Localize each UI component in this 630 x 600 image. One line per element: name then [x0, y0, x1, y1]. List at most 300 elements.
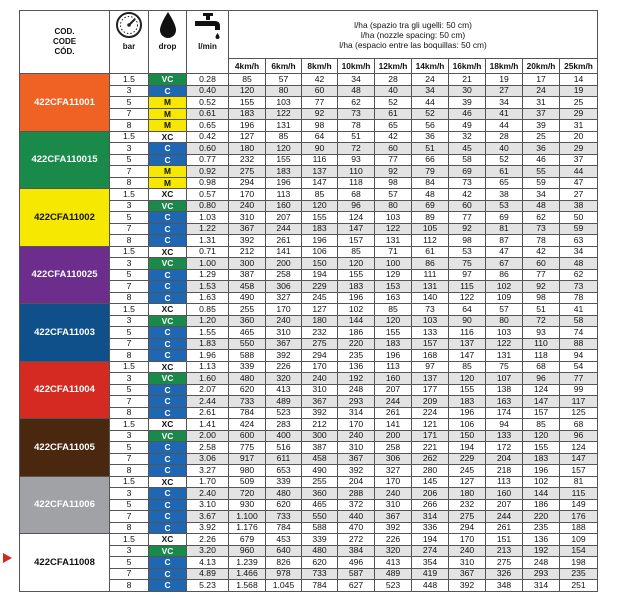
rate-cell: 465: [229, 327, 266, 339]
drop-class-badge: C: [149, 580, 187, 592]
rate-cell: 72: [523, 315, 560, 327]
rate-cell: 80: [375, 200, 412, 212]
rate-cell: 28: [375, 74, 412, 86]
rate-cell: 489: [266, 396, 302, 408]
rate-cell: 54: [560, 361, 598, 373]
rate-cell: 300: [229, 258, 266, 270]
drop-class-badge: C: [149, 327, 187, 339]
rate-cell: 261: [266, 235, 302, 247]
rate-cell: 392: [338, 465, 375, 477]
rate-cell: 85: [229, 74, 266, 86]
rate-cell: 392: [449, 580, 486, 592]
rate-cell: 196: [523, 465, 560, 477]
code-header-en: CODE: [52, 37, 77, 46]
speed-header-cell: 4km/h: [229, 59, 266, 74]
rate-cell: 294: [302, 350, 338, 362]
rate-cell: 145: [412, 476, 449, 488]
drop-class-badge: C: [149, 488, 187, 500]
rate-cell: 74: [560, 327, 598, 339]
pressure-gauge-icon: [115, 11, 143, 39]
pressure-cell: 1.5: [110, 189, 149, 201]
rate-cell: 183: [375, 338, 412, 350]
flow-cell: 1.96: [187, 350, 229, 362]
rate-cell: 733: [302, 568, 338, 580]
flow-cell: 3.06: [187, 453, 229, 465]
rate-cell: 147: [338, 223, 375, 235]
pressure-cell: 5: [110, 97, 149, 109]
rate-cell: 19: [560, 85, 598, 97]
rate-cell: 60: [449, 200, 486, 212]
model-code-cell: 422CFA11005: [20, 419, 110, 477]
flow-cell: 0.77: [187, 154, 229, 166]
flow-cell: 3.92: [187, 522, 229, 534]
rate-cell: 196: [375, 350, 412, 362]
pressure-cell: 8: [110, 407, 149, 419]
flow-cell: 1.60: [187, 373, 229, 385]
rate-cell: 180: [229, 143, 266, 155]
rate-cell: 133: [412, 327, 449, 339]
rate-cell: 61: [486, 166, 523, 178]
rate-cell: 102: [338, 304, 375, 316]
rate-cell: 550: [302, 511, 338, 523]
pressure-cell: 1.5: [110, 476, 149, 488]
rate-cell: 92: [523, 281, 560, 293]
rate-cell: 160: [266, 200, 302, 212]
rate-cell: 106: [302, 246, 338, 258]
rate-cell: 176: [560, 511, 598, 523]
rate-cell: 275: [229, 166, 266, 178]
rate-cell: 24: [523, 85, 560, 97]
speed-header-cell: 10km/h: [338, 59, 375, 74]
rate-cell: 96: [560, 430, 598, 442]
rate-cell: 960: [229, 545, 266, 557]
rate-cell: 84: [412, 177, 449, 189]
rate-cell: 384: [338, 545, 375, 557]
rate-cell: 127: [449, 476, 486, 488]
speed-header-cell: 6km/h: [266, 59, 302, 74]
rate-cell: 480: [266, 488, 302, 500]
drop-class-badge: VC: [149, 74, 187, 86]
rate-cell: 38: [560, 200, 598, 212]
rate-cell: 144: [338, 315, 375, 327]
rate-cell: 244: [486, 511, 523, 523]
pressure-cell: 1.5: [110, 304, 149, 316]
pressure-cell: 7: [110, 511, 149, 523]
rate-cell: 258: [375, 442, 412, 454]
drop-class-badge: C: [149, 338, 187, 350]
rate-cell: 97: [449, 269, 486, 281]
rate-cell: 245: [449, 465, 486, 477]
speed-header-cell: 8km/h: [302, 59, 338, 74]
rate-cell: 232: [449, 499, 486, 511]
rate-cell: 155: [266, 154, 302, 166]
rate-cell: 129: [375, 269, 412, 281]
rate-cell: 120: [523, 430, 560, 442]
rate-cell: 192: [523, 545, 560, 557]
pressure-cell: 7: [110, 281, 149, 293]
rate-cell: 458: [302, 453, 338, 465]
rate-cell: 34: [560, 246, 598, 258]
rate-cell: 106: [449, 419, 486, 431]
rate-cell: 248: [523, 557, 560, 569]
rate-cell: 258: [266, 269, 302, 281]
flow-table: [19, 10, 598, 592]
droplet-icon: [158, 11, 178, 39]
rate-cell: 490: [302, 465, 338, 477]
pressure-cell: 3: [110, 373, 149, 385]
rate-cell: 310: [229, 212, 266, 224]
speed-header-cell: 12km/h: [375, 59, 412, 74]
rate-cell: 122: [375, 223, 412, 235]
rate-cell: 448: [412, 580, 449, 592]
faucet-icon: [193, 11, 223, 39]
rate-cell: 360: [229, 315, 266, 327]
rate-cell: 77: [302, 97, 338, 109]
rate-cell: 917: [229, 453, 266, 465]
rate-cell: 122: [266, 108, 302, 120]
table-row: [20, 246, 598, 258]
rate-cell: 163: [375, 292, 412, 304]
rate-cell: 194: [412, 534, 449, 546]
rate-cell: 209: [412, 396, 449, 408]
rate-cell: 251: [560, 580, 598, 592]
drop-class-badge: VC: [149, 200, 187, 212]
rate-cell: 310: [302, 384, 338, 396]
rate-cell: 194: [302, 269, 338, 281]
pressure-cell: 5: [110, 327, 149, 339]
rate-cell: 48: [338, 85, 375, 97]
flow-cell: 2.58: [187, 442, 229, 454]
rate-cell: 314: [523, 580, 560, 592]
flow-cell: 0.40: [187, 85, 229, 97]
rate-cell: 71: [375, 246, 412, 258]
pressure-cell: 5: [110, 442, 149, 454]
rate-cell: 240: [302, 373, 338, 385]
table-row: [20, 304, 598, 316]
rate-cell: 244: [375, 396, 412, 408]
rate-cell: 653: [266, 465, 302, 477]
rate-cell: 103: [375, 212, 412, 224]
rate-cell: 102: [523, 476, 560, 488]
rate-cell: 196: [302, 235, 338, 247]
pressure-cell: 8: [110, 235, 149, 247]
rate-cell: 229: [449, 453, 486, 465]
rate-cell: 73: [338, 108, 375, 120]
rate-cell: 155: [302, 212, 338, 224]
model-code-cell: 422CFA11008: [20, 534, 110, 592]
rate-cell: 131: [375, 235, 412, 247]
rate-cell: 326: [486, 568, 523, 580]
rate-cell: 288: [338, 488, 375, 500]
rate-cell: 103: [486, 327, 523, 339]
pressure-cell: 3: [110, 258, 149, 270]
rate-cell: 170: [338, 419, 375, 431]
rate-cell: 611: [266, 453, 302, 465]
flow-cell: 3.27: [187, 465, 229, 477]
rate-cell: 57: [486, 304, 523, 316]
rate-cell: 136: [523, 534, 560, 546]
rate-cell: 413: [375, 557, 412, 569]
rate-cell: 115: [560, 488, 598, 500]
rate-cell: 138: [486, 384, 523, 396]
flow-cell: 1.22: [187, 223, 229, 235]
rate-cell: 509: [229, 476, 266, 488]
drop-class-badge: C: [149, 557, 187, 569]
rate-cell: 980: [229, 465, 266, 477]
drop-class-badge: XC: [149, 476, 187, 488]
rate-cell: 283: [266, 419, 302, 431]
rate-cell: 37: [523, 108, 560, 120]
drop-class-badge: C: [149, 465, 187, 477]
rate-cell: 294: [229, 177, 266, 189]
rate-cell: 280: [412, 465, 449, 477]
rate-cell: 25: [560, 97, 598, 109]
rate-cell: 204: [486, 453, 523, 465]
code-header: [20, 11, 110, 74]
rate-cell: 75: [486, 361, 523, 373]
rate-cell: 100: [375, 258, 412, 270]
rate-cell: 60: [523, 258, 560, 270]
rate-cell: 65: [375, 120, 412, 132]
rate-cell: 679: [229, 534, 266, 546]
rate-cell: 183: [229, 108, 266, 120]
rate-cell: 186: [523, 499, 560, 511]
rate-cell: 183: [523, 453, 560, 465]
pressure-cell: 1.5: [110, 534, 149, 546]
flow-label: l/min: [198, 41, 217, 51]
flow-cell: 1.53: [187, 281, 229, 293]
table-row: [20, 419, 598, 431]
rate-cell: 262: [412, 453, 449, 465]
rate-cell: 34: [486, 97, 523, 109]
rate-cell: 372: [338, 499, 375, 511]
pressure-cell: 8: [110, 120, 149, 132]
rate-cell: 78: [523, 235, 560, 247]
drop-class-badge: XC: [149, 246, 187, 258]
rate-cell: 367: [266, 338, 302, 350]
rate-cell: 310: [449, 557, 486, 569]
rate-cell: 50: [560, 212, 598, 224]
rate-cell: 55: [523, 166, 560, 178]
rate-cell: 261: [375, 407, 412, 419]
flow-cell: 1.29: [187, 269, 229, 281]
rate-cell: 51: [523, 304, 560, 316]
rate-cell: 147: [523, 396, 560, 408]
rate-cell: 94: [486, 419, 523, 431]
rate-cell: 627: [338, 580, 375, 592]
rate-cell: 978: [266, 568, 302, 580]
rate-cell: 336: [412, 522, 449, 534]
rate-cell: 77: [560, 373, 598, 385]
rate-cell: 131: [486, 350, 523, 362]
rate-cell: 206: [412, 488, 449, 500]
rate-cell: 90: [449, 315, 486, 327]
rate-cell: 155: [523, 442, 560, 454]
drop-class-badge: C: [149, 350, 187, 362]
rate-cell: 109: [486, 292, 523, 304]
rate-cell: 45: [449, 143, 486, 155]
rate-cell: 272: [338, 534, 375, 546]
rate-cell: 392: [302, 407, 338, 419]
rate-cell: 588: [302, 522, 338, 534]
rate-cell: 125: [560, 407, 598, 419]
rate-cell: 826: [266, 557, 302, 569]
rate-cell: 120: [375, 315, 412, 327]
rate-cell: 588: [229, 350, 266, 362]
rate-cell: 69: [412, 200, 449, 212]
rate-cell: 367: [302, 396, 338, 408]
rate-cell: 89: [412, 212, 449, 224]
rate-cell: 157: [412, 338, 449, 350]
pressure-cell: 7: [110, 338, 149, 350]
rate-cell: 174: [486, 407, 523, 419]
rate-cell: 224: [412, 407, 449, 419]
rate-cell: 96: [523, 373, 560, 385]
rate-cell: 1.239: [229, 557, 266, 569]
rate-cell: 85: [523, 419, 560, 431]
rate-cell: 113: [266, 189, 302, 201]
rate-cell: 77: [375, 154, 412, 166]
drop-class-badge: VC: [149, 258, 187, 270]
rate-cell: 150: [302, 258, 338, 270]
rate-cell: 293: [523, 568, 560, 580]
rate-cell: 207: [266, 212, 302, 224]
rate-cell: 36: [412, 131, 449, 143]
rate-cell: 122: [486, 338, 523, 350]
rate-cell: 36: [523, 143, 560, 155]
rate-cell: 27: [486, 85, 523, 97]
rate-cell: 170: [229, 189, 266, 201]
flow-cell: 5.23: [187, 580, 229, 592]
rate-cell: 240: [375, 488, 412, 500]
model-code-cell: 422CFA11004: [20, 361, 110, 419]
rate-cell: 68: [338, 189, 375, 201]
rate-cell: 183: [302, 223, 338, 235]
rate-cell: 140: [412, 292, 449, 304]
flow-cell: 3.20: [187, 545, 229, 557]
spacing-it: l/ha (spazio tra gli ugelli: 50 cm): [354, 19, 472, 30]
rate-cell: 354: [412, 557, 449, 569]
rate-cell: 453: [266, 534, 302, 546]
rate-cell: 120: [338, 258, 375, 270]
rate-cell: 235: [338, 350, 375, 362]
pressure-cell: 7: [110, 166, 149, 178]
flow-cell: 1.20: [187, 315, 229, 327]
rate-cell: 27: [560, 189, 598, 201]
drop-class-badge: C: [149, 85, 187, 97]
rate-cell: 392: [375, 522, 412, 534]
drop-class-badge: XC: [149, 361, 187, 373]
rate-cell: 58: [449, 154, 486, 166]
rate-cell: 92: [449, 223, 486, 235]
rate-cell: 327: [375, 465, 412, 477]
rate-cell: 78: [560, 292, 598, 304]
rate-cell: 183: [266, 166, 302, 178]
pressure-cell: 1.5: [110, 74, 149, 86]
rate-cell: 480: [229, 373, 266, 385]
rate-cell: 124: [560, 442, 598, 454]
rate-cell: 31: [523, 97, 560, 109]
rate-cell: 620: [229, 384, 266, 396]
rate-cell: 92: [375, 166, 412, 178]
rate-cell: 120: [229, 85, 266, 97]
drop-class-badge: C: [149, 522, 187, 534]
rate-cell: 196: [338, 292, 375, 304]
rate-cell: 68: [523, 361, 560, 373]
rate-cell: 62: [523, 212, 560, 224]
model-code-cell: 422CFA11006: [20, 476, 110, 534]
rate-cell: 275: [486, 557, 523, 569]
rate-cell: 294: [449, 522, 486, 534]
pressure-cell: 7: [110, 396, 149, 408]
rate-cell: 24: [412, 74, 449, 86]
rate-cell: 105: [412, 223, 449, 235]
rate-cell: 56: [412, 120, 449, 132]
rate-cell: 155: [338, 269, 375, 281]
rate-cell: 86: [486, 269, 523, 281]
rate-cell: 120: [266, 143, 302, 155]
flow-cell: 0.80: [187, 200, 229, 212]
drop-class-badge: C: [149, 292, 187, 304]
drop-class-badge: C: [149, 384, 187, 396]
flow-cell: 1.31: [187, 235, 229, 247]
rate-cell: 232: [229, 154, 266, 166]
rate-cell: 57: [266, 74, 302, 86]
rate-cell: 60: [375, 143, 412, 155]
rate-cell: 144: [523, 488, 560, 500]
rate-cell: 523: [266, 407, 302, 419]
rate-cell: 48: [560, 258, 598, 270]
rate-cell: 1.045: [266, 580, 302, 592]
flow-cell: 1.00: [187, 258, 229, 270]
rate-cell: 49: [449, 120, 486, 132]
rate-cell: 88: [560, 338, 598, 350]
rate-cell: 52: [412, 108, 449, 120]
rate-cell: 72: [338, 143, 375, 155]
flow-cell: 4.89: [187, 568, 229, 580]
flow-cell: 0.71: [187, 246, 229, 258]
rate-cell: 61: [412, 246, 449, 258]
rate-cell: 131: [266, 120, 302, 132]
rate-cell: 496: [338, 557, 375, 569]
rate-cell: 218: [486, 465, 523, 477]
rate-cell: 44: [486, 120, 523, 132]
rate-cell: 275: [449, 511, 486, 523]
flow-cell: 1.55: [187, 327, 229, 339]
rate-cell: 69: [486, 212, 523, 224]
pressure-cell: 8: [110, 292, 149, 304]
pressure-cell: 3: [110, 545, 149, 557]
rate-cell: 78: [338, 120, 375, 132]
rate-cell: 28: [486, 131, 523, 143]
rate-cell: 232: [302, 327, 338, 339]
rate-cell: 93: [338, 154, 375, 166]
rate-cell: 168: [412, 350, 449, 362]
rate-cell: 68: [560, 419, 598, 431]
rate-cell: 207: [486, 499, 523, 511]
pressure-cell: 8: [110, 522, 149, 534]
rate-cell: 213: [486, 545, 523, 557]
rate-cell: 180: [449, 488, 486, 500]
rate-cell: 171: [412, 430, 449, 442]
rate-cell: 80: [266, 85, 302, 97]
rate-cell: 133: [486, 430, 523, 442]
rate-cell: 367: [338, 453, 375, 465]
pressure-cell: 3: [110, 315, 149, 327]
rate-cell: 64: [302, 131, 338, 143]
flow-cell: 1.03: [187, 212, 229, 224]
rate-cell: 367: [449, 568, 486, 580]
